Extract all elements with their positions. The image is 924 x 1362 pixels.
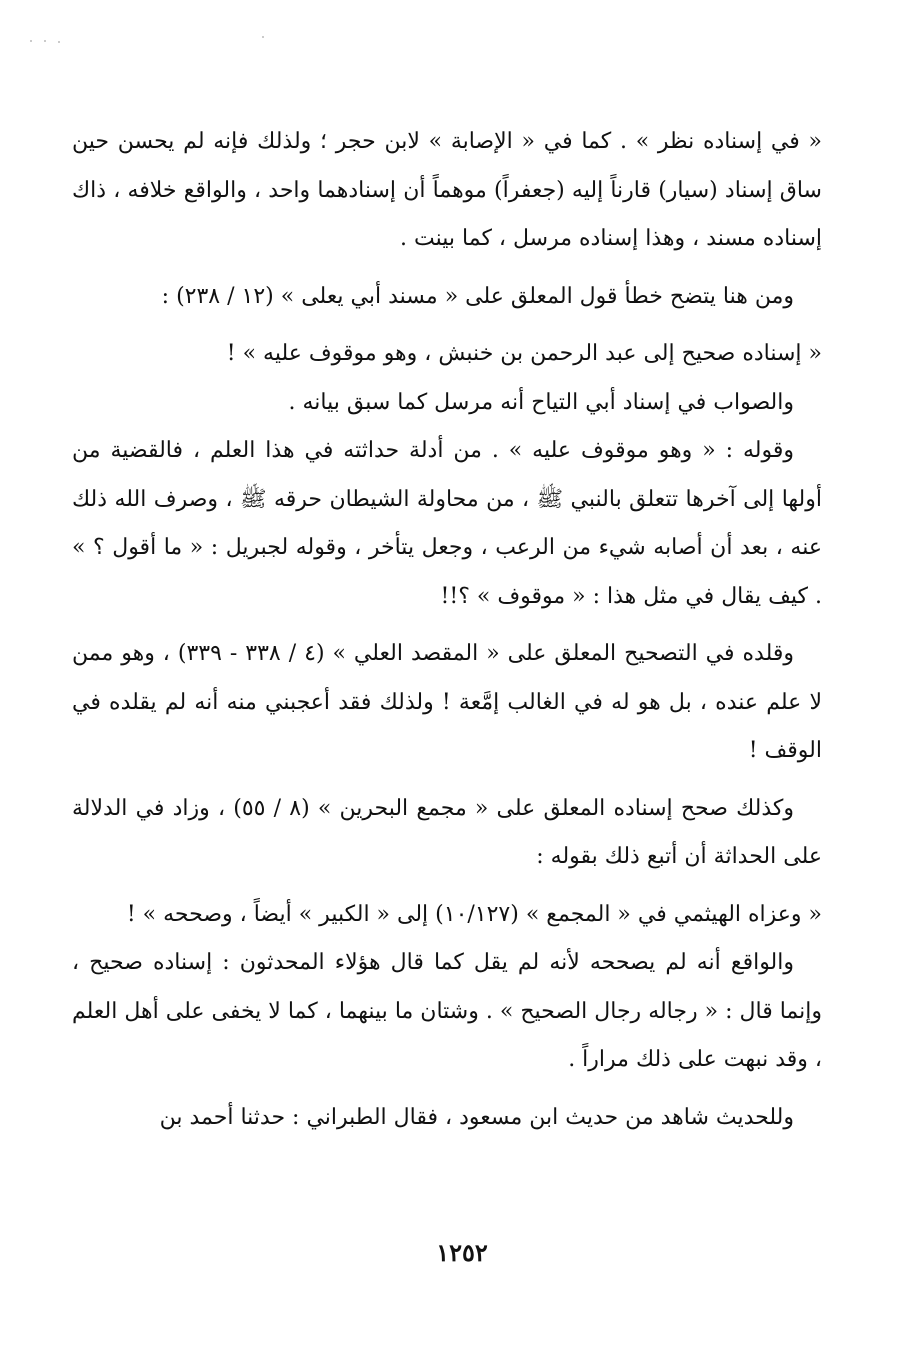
paragraph-4: والصواب في إسناد أبي التياح أنه مرسل كما سبق بيانه . bbox=[288, 389, 794, 415]
paragraph-10: وللحديث شاهد من حديث ابن مسعود ، فقال الطبراني : حدثنا أحمد بن bbox=[159, 1104, 794, 1130]
paragraph-6: وقلده في التصحيح المعلق على « المقصد العلي » (٤ / ٣٣٨ - ٣٣٩) ، وهو ممن لا علم عنده ، بل هو له في الغالب إمَّعة ! ولذلك فقد أعجبني منه أنه لم يقلده في الوقف ! bbox=[72, 641, 822, 763]
body-text bbox=[72, 118, 822, 1142]
paragraph-7: وكذلك صحح إسناده المعلق على « مجمع البحرين » (٨ / ٥٥) ، وزاد في الدلالة على الحداثة أن أتبع ذلك بقوله : bbox=[72, 795, 822, 869]
paragraph-9: والواقع أنه لم يصححه لأنه لم يقل كما قال هؤلاء المحدثون : إسناده صحيح ، وإنما قال : « رجاله رجال الصحيح » . وشتان ما بينهما ، كما لا يخفى على أهل العلم ، وقد نبهت على ذلك مراراً . bbox=[72, 950, 822, 1072]
scan-speck bbox=[58, 41, 60, 43]
paragraph-8-quote: « وعزاه الهيثمي في « المجمع » (١٠/١٢٧) إلى « الكبير » أيضاً ، وصححه » ! bbox=[126, 901, 822, 927]
paragraph-1: « في إسناده نظر » . كما في « الإصابة » لابن حجر ؛ ولذلك فإنه لم يحسن حين ساق إسناد (سيار) قارناً إليه (جعفراً) موهماً أن إسنادهما واحد ، والواقع خلافه ، ذاك إسناده مسند ، وهذا إسناده مرسل ، كما بينت . bbox=[72, 129, 822, 251]
scan-speck bbox=[30, 40, 32, 42]
paragraph-5: وقوله : « وهو موقوف عليه » . من أدلة حداثته في هذا العلم ، فالقضية من أولها إلى آخرها تتعلق بالنبي ﷺ ، من محاولة الشيطان حرقه ﷺ ، وصرف الله ذلك عنه ، بعد أن أصابه شيء من الرعب ، وجعل يتأخر ، وقوله لجبريل : « ما أقول ؟ » . كيف يقال في مثل هذا : « موقوف » ؟!! bbox=[72, 438, 822, 609]
paragraph-3-quote: « إسناده صحيح إلى عبد الرحمن بن خنبش ، وهو موقوف عليه » ! bbox=[226, 341, 822, 366]
page-number: ١٢٥٢ bbox=[436, 1238, 488, 1267]
scan-speck bbox=[44, 40, 46, 42]
paragraph-2: ومن هنا يتضح خطأ قول المعلق على « مسند أبي يعلى » (١٢ / ٢٣٨) : bbox=[161, 283, 794, 309]
scan-speck bbox=[262, 36, 264, 38]
